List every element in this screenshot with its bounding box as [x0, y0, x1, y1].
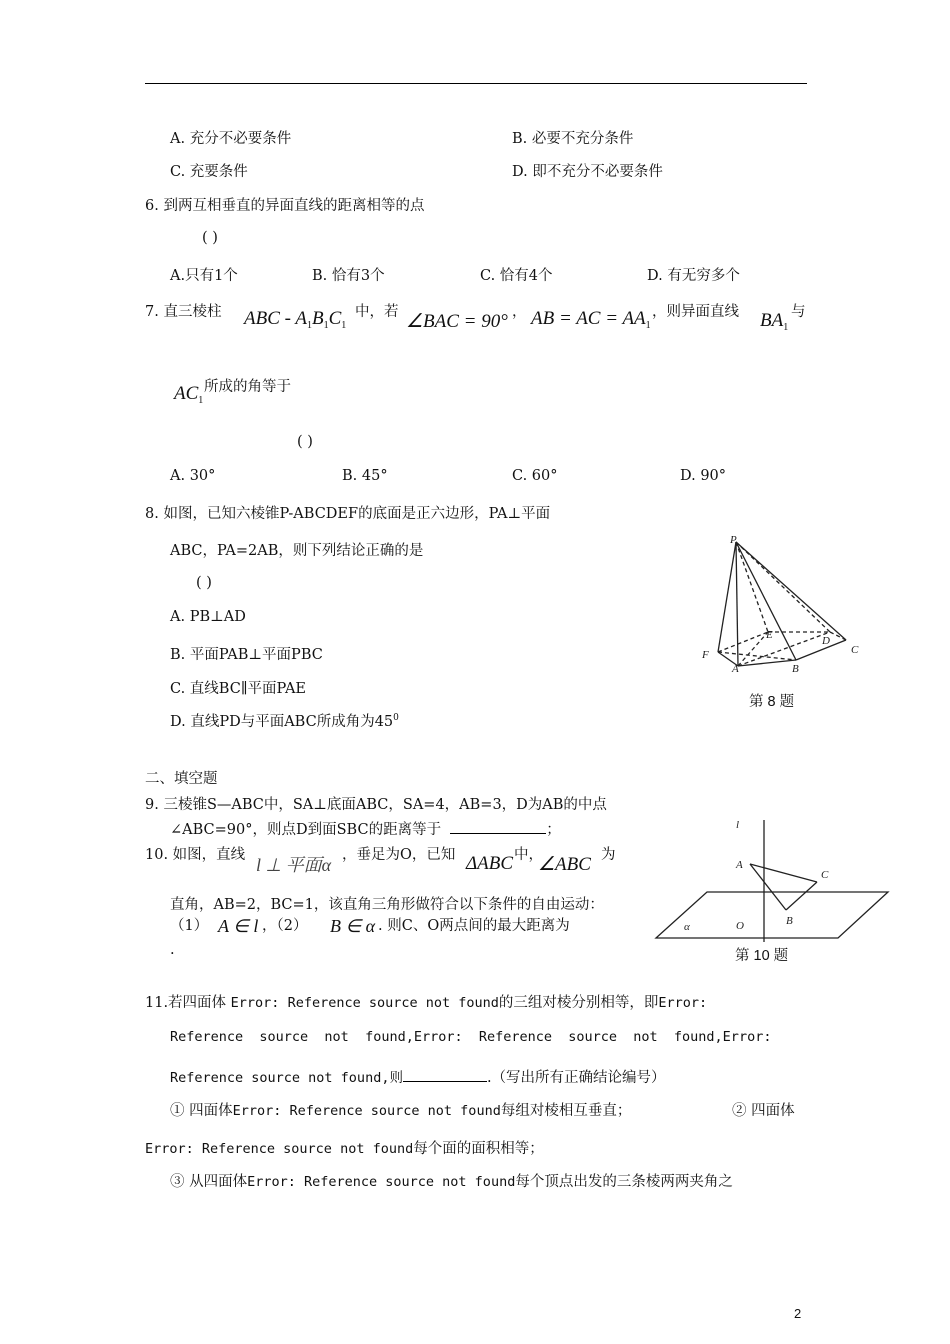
q6-answer-paren: ( ): [202, 230, 218, 246]
q10-a-in-l: A ∈ l: [218, 916, 259, 936]
q5-option-d: D. 即不充分不必要条件: [512, 164, 663, 180]
q10-cond-1: （1）: [170, 918, 209, 934]
q11-answer-blank[interactable]: [403, 1067, 487, 1082]
q11-option-2-cont: Error: Reference source not found每个面的面积相等；: [145, 1141, 544, 1157]
q10-text-3: 中，: [514, 847, 543, 863]
q7-option-b: B. 45°: [342, 468, 388, 484]
q10-label-c: C: [821, 869, 829, 881]
q10-label-a: A: [736, 859, 743, 871]
q7-line-ac1: $AC_1$: [174, 383, 204, 406]
q7-text-and: 与: [791, 304, 806, 320]
q10-label-l: l: [736, 819, 740, 831]
q6-option-c: C. 恰有4个: [480, 268, 553, 284]
q10-label-o: O: [736, 920, 744, 932]
q8-option-b: B. 平面PAB⊥平面PBC: [170, 647, 323, 663]
q5-option-a: A. 充分不必要条件: [170, 131, 292, 147]
q8-label-d: D: [822, 635, 830, 647]
section-fill-in-title: 二、填空题: [145, 771, 218, 787]
q8-stem-line2: ABC，PA=2AB，则下列结论正确的是: [170, 543, 424, 559]
q7-option-c: C. 60°: [512, 468, 558, 484]
q10-cond-2: ，（2）: [262, 918, 308, 934]
q10-answer-dot: .: [170, 942, 175, 958]
q11-line2: Reference source not found,Error: Reference source not found,Error:: [170, 1029, 772, 1045]
q7-text-if: 中，若: [355, 304, 399, 320]
q10-b-in-alpha: B ∈ α: [330, 916, 376, 936]
q7-equal-edges: AB = AC = $AA_1$: [531, 308, 651, 331]
q10-triangle-abc: ΔABC: [466, 853, 514, 874]
q11-line3: Reference source not found,则 .（写出所有正确结论编号）: [170, 1066, 666, 1087]
page-number: 2: [794, 1306, 802, 1321]
q10-label-b: B: [786, 915, 793, 927]
q6-option-b: B. 恰有3个: [312, 268, 385, 284]
q7-comma: ，: [512, 304, 527, 320]
q9-line1: 9. 三棱锥S—ABC中，SA⊥底面ABC，SA=4，AB=3，D为AB的中点: [145, 797, 607, 813]
q8-label-a: A: [732, 663, 739, 672]
q7-number: 7. 直三棱柱: [145, 304, 222, 320]
q7-text-skew: ，则异面直线: [652, 304, 739, 320]
q6-stem: 6. 到两互相垂直的异面直线的距离相等的点: [145, 198, 425, 214]
q8-label-b: B: [792, 663, 799, 672]
q8-option-c: C. 直线BC∥平面PAE: [170, 681, 306, 697]
q11-option-3: ③ 从四面体Error: Reference source not found每个顶点出发的三条棱两两夹角之: [170, 1174, 733, 1190]
q10-text-1: 10. 如图，直线: [145, 847, 246, 863]
q11-option-2-start: ② 四面体: [732, 1103, 795, 1119]
q8-figure-caption: 第 8 题: [749, 694, 795, 710]
q8-stem-line1: 8. 如图，已知六棱锥P-ABCDEF的底面是正六边形，PA⊥平面: [145, 506, 551, 522]
q5-option-c: C. 充要条件: [170, 164, 248, 180]
q10-angle-abc: ∠ABC: [538, 854, 591, 875]
q7-text-angle: 所成的角等于: [204, 379, 291, 395]
q7-line-ba1: $BA_1$: [760, 310, 789, 333]
q8-option-d: D. 直线PD与平面ABC所成角为$45^0$: [170, 713, 399, 730]
q9-line2: ∠ABC=90°，则点D到面SBC的距离等于 ；: [170, 818, 561, 839]
header-rule: [145, 83, 807, 84]
q8-option-a: A. PB⊥AD: [170, 609, 246, 625]
q8-pyramid-figure: [696, 532, 866, 672]
q8-label-e: E: [766, 629, 773, 641]
q10-line2: 直角，AB=2，BC=1，该直角三角形做符合以下条件的自由运动：: [170, 897, 604, 913]
q8-answer-paren: ( ): [196, 575, 212, 591]
q11-option-1: ① 四面体Error: Reference source not found每组对棱相互垂直；: [170, 1103, 632, 1119]
q10-text-4: 为: [601, 847, 616, 863]
q8-label-f: F: [702, 649, 709, 661]
q7-prism-name: ABC - $A_1B_1C_1$: [244, 308, 347, 331]
q11-line1: 11.若四面体 Error: Reference source not found的三组对棱分别相等，即Error:: [145, 995, 708, 1011]
q10-perp-plane: l ⊥ 平面α: [256, 855, 332, 875]
q7-option-a: A. 30°: [170, 468, 216, 484]
q7-option-d: D. 90°: [680, 468, 727, 484]
q10-label-alpha: α: [684, 921, 690, 933]
q9-answer-blank[interactable]: [450, 819, 546, 834]
q10-text-2: ，垂足为O，已知: [342, 847, 456, 863]
q6-option-a: A.只有1个: [170, 268, 238, 284]
q5-option-b: B. 必要不充分条件: [512, 131, 634, 147]
q8-label-c: C: [851, 644, 859, 656]
q7-answer-paren: ( ): [297, 434, 313, 450]
q8-label-p: P: [730, 534, 737, 546]
q6-option-d: D. 有无穷多个: [647, 268, 740, 284]
q10-figure-caption: 第 10 题: [735, 948, 789, 964]
q10-cond-3: . 则C、O两点间的最大距离为: [378, 918, 570, 934]
q7-angle-bac: ∠BAC = 90°: [406, 311, 508, 332]
q10-plane-figure: [652, 812, 892, 944]
